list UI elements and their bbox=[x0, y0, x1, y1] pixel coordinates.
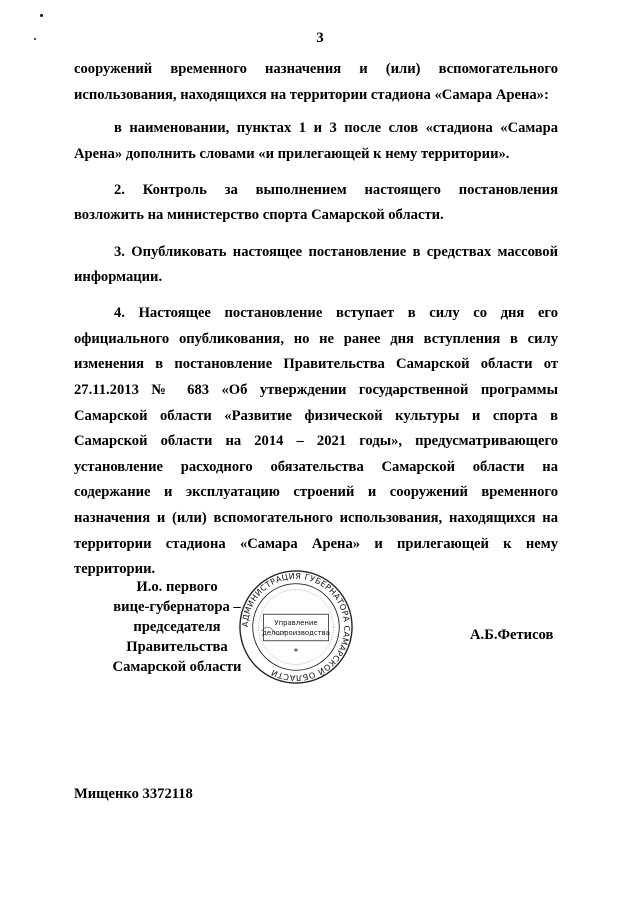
seal-center-line2: делопроизводства bbox=[262, 628, 330, 637]
scan-speck bbox=[40, 14, 43, 17]
paragraph-item-2: 2. Контроль за выполнением настоящего постановления возложить на министерство спорта Самарской области. bbox=[74, 181, 558, 224]
signatory-title-line: И.о. первого bbox=[136, 579, 218, 595]
executor-note: Мищенко 3372118 bbox=[74, 786, 193, 802]
official-seal-icon bbox=[237, 568, 355, 686]
signatory-title-line: вице-губернатора – bbox=[113, 599, 241, 615]
paragraph-amendment: в наименовании, пунктах 1 и 3 после слов «стадиона «Самара Арена» дополнить словами «и прилегающей к нему территории». bbox=[74, 120, 558, 162]
paragraph-item-4: 4. Настоящее постановление вступает в силу со дня его официального опубликования, но не ранее дня вступления в силу изменения в постановление Правительства Самарской области от 27.11.2013 № 683 «Об утверждении государственной программы Самарской области «Развитие физической культуры и спорта в Самарской области на 2014 – 2021 годы», предусматривающего установление расходного обязательства Самарской области на содержание и эксплуатацию строений и сооружений временного назначения и (или) вспомогательного использования, находящихся на территории стадиона «Самара Арена» и прилегающей к нему территории. bbox=[74, 305, 558, 578]
paragraph-item-3: 3. Опубликовать настоящее постановление в средствах массовой информации. bbox=[74, 243, 558, 286]
document-body bbox=[74, 57, 558, 593]
paragraph-continuation: сооружений временного назначения и (или) вспомогательного использования, находящихся на территории стадиона «Самара Арена»: bbox=[74, 61, 558, 103]
seal-outer-text: АДМИНИСТРАЦИЯ ГУБЕРНАТОРА САМАРСКОЙ ОБЛАСТИ bbox=[240, 571, 352, 683]
page-number: 3 bbox=[316, 30, 324, 46]
seal-center-line1: Управление bbox=[274, 619, 318, 628]
signatory-title-line: Самарской области bbox=[112, 659, 242, 675]
svg-text:*: * bbox=[293, 647, 299, 658]
signatory-title-line: председателя Правительства bbox=[126, 619, 228, 655]
signatory-name: А.Б.Фетисов bbox=[470, 627, 554, 643]
